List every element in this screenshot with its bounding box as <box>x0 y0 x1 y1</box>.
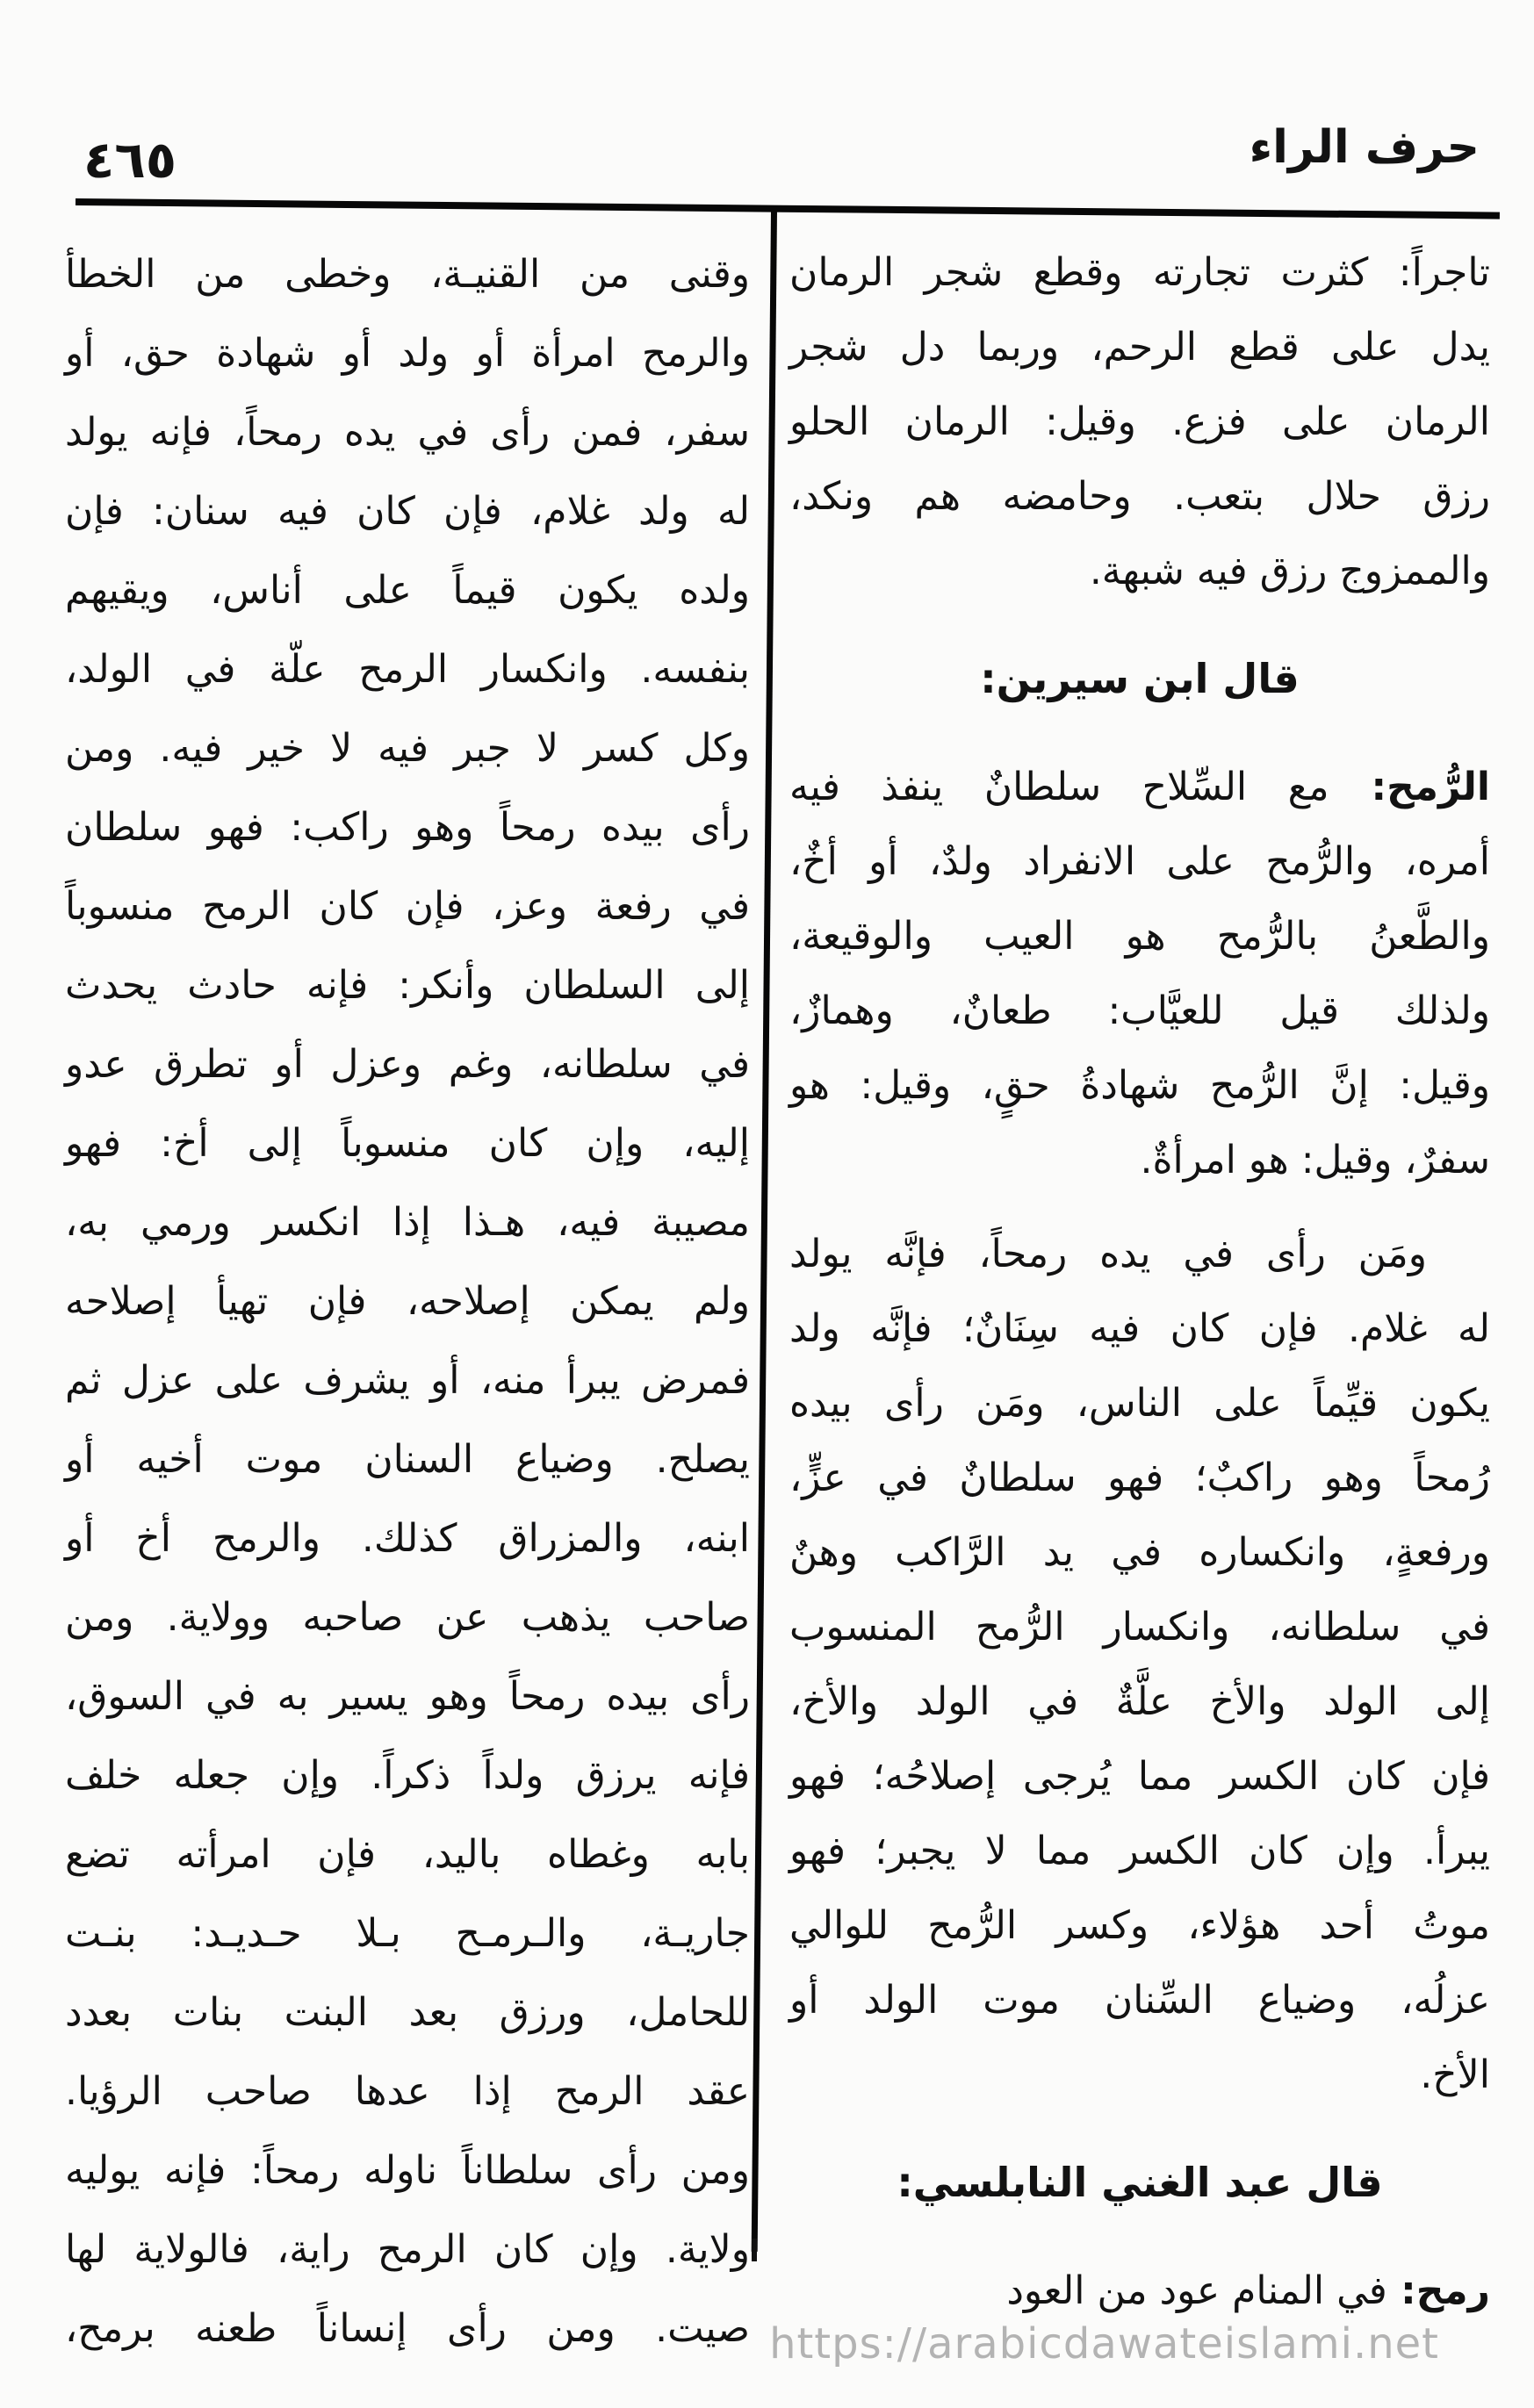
text-line: ومَن رأى في يده رمحاً، فإنَّه يولد <box>789 1232 1427 1276</box>
entry-term: الرُّمح: <box>1329 765 1490 809</box>
text-line: ولده يكون قيماً على أناس، ويقيهم <box>65 568 750 613</box>
paragraph <box>789 750 1490 1197</box>
text-line: رأى بيده رمحاً وهو راكب: فهو سلطان <box>65 805 750 850</box>
text-line: وقيل: إنَّ الرُّمح شهادةُ حقٍ، وقيل: هو <box>789 1063 1490 1108</box>
text-line: رُمحاً وهو راكبٌ؛ فهو سلطانٌ في عزٍّ، <box>789 1456 1490 1500</box>
text-line: موتُ أحد هؤلاء، وكسر الرُّمح للوالي <box>789 1903 1490 1948</box>
text-line: صيت. ومن رأى إنساناً طعنه برمح، <box>65 2306 750 2351</box>
text-line: تاجراً: كثرت تجارته وقطع شجر الرمان <box>789 250 1490 295</box>
paragraph <box>789 235 1490 608</box>
text-line: يدل على قطع الرحم، وربما دل شجر <box>789 325 1490 370</box>
column-left <box>65 235 750 2368</box>
text-line: ولذلك قيل للعيَّاب: طعانٌ، وهمازٌ، <box>789 988 1490 1033</box>
text-line: والطَّعنُ بالرُّمح هو العيب والوقيعة، <box>789 914 1490 959</box>
text-line: رمح: في المنام عود من العود <box>1006 2268 1490 2313</box>
text-line: جاريـة، والـرمـح بـلا حـديـد: بنـت <box>65 1911 750 1956</box>
text-line: له غلام. فإن كان فيه سِنَانٌ؛ فإنَّه ولد <box>789 1306 1490 1351</box>
text-line: الأخ. <box>1420 2052 1490 2097</box>
text-line: له ولد غلام، فإن كان فيه سنان: فإن <box>65 489 750 534</box>
text-line: الرُّمح: مع السِّلاح سلطانٌ ينفذ فيه <box>789 765 1490 809</box>
text-line: سفرٌ، وقيل: هو امرأةٌ. <box>1140 1138 1490 1182</box>
paragraph <box>789 2253 1490 2328</box>
text-line: سفر، فمن رأى في يده رمحاً، فإنه يولد <box>65 410 750 455</box>
entry-term: رمح: <box>1386 2268 1490 2313</box>
watermark-url: https://arabicdawateislami.net <box>769 2319 1439 2368</box>
text-line: للحامل، ورزق بعد البنت بنات بعدد <box>65 1990 750 2035</box>
text-line: فإن كان الكسر مما يُرجى إصلاحُه؛ فهو <box>789 1754 1490 1799</box>
text-line: عزلُه، وضياع السِّنان موت الولد أو <box>789 1978 1490 2023</box>
text-line: صاحب يذهب عن صاحبه وولاية. ومن <box>65 1595 750 1640</box>
section-heading <box>789 642 1490 716</box>
text-line: إليه، وإن كان منسوباً إلى أخ: فهو <box>65 1121 750 1166</box>
text-line: وكل كسر لا جبر فيه لا خير فيه. ومن <box>65 726 750 771</box>
text-line: بابه وغطاه باليد، فإن امرأته تضع <box>65 1832 750 1877</box>
paragraph <box>789 1217 1490 2112</box>
paragraph <box>65 235 750 2368</box>
text-line: رزق حلال بتعب. وحامضه هم ونكد، <box>789 474 1490 519</box>
text-line: مصيبة فيه، هـذا إذا انكسر ورمي به، <box>65 1200 750 1245</box>
text-line: قال عبد الغني النابلسي: <box>897 2159 1383 2206</box>
header-rule <box>76 198 1500 219</box>
page-number: ٤٦٥ <box>83 130 177 190</box>
text-line: يبرأ. وإن كان الكسر مما لا يجبر؛ فهو <box>789 1829 1490 1873</box>
text-line: في سلطانه، وغم وعزل أو تطرق عدو <box>65 1042 750 1087</box>
text-line: في سلطانه، وانكسار الرُّمح المنسوب <box>789 1605 1490 1650</box>
text-line: ومن رأى سلطاناً ناوله رمحاً: فإنه يوليه <box>65 2148 750 2193</box>
text-line: يصلح. وضياع السنان موت أخيه أو <box>65 1437 750 1482</box>
section-heading <box>789 2146 1490 2220</box>
text-line: الرمان على فزع. وقيل: الرمان الحلو <box>789 399 1490 444</box>
text-line: ابنه، والمزراق كذلك. والرمح أخ أو <box>65 1516 750 1561</box>
text-line: ولم يمكن إصلاحه، فإن تهيأ إصلاحه <box>65 1279 750 1324</box>
text-line: والممزوج رزق فيه شبهة. <box>1089 549 1490 593</box>
text-line: وقنى من القنيـة، وخطى من الخطأ <box>65 252 750 297</box>
column-divider <box>752 211 777 2252</box>
text-line: بنفسه. وانكسار الرمح علّة في الولد، <box>65 647 750 692</box>
text-line: رأى بيده رمحاً وهو يسير به في السوق، <box>65 1674 750 1719</box>
text-line: في رفعة وعز، فإن كان الرمح منسوباً <box>65 884 750 929</box>
section-title: حرف الراء <box>1249 121 1480 174</box>
text-line: قال ابن سيرين: <box>980 655 1300 702</box>
text-line: عقد الرمح إذا عدها صاحب الرؤيا. <box>65 2069 750 2114</box>
text-line: والرمح امرأة أو ولد أو شهادة حق، أو <box>65 331 750 376</box>
scan-artifact <box>752 2239 757 2261</box>
text-line: ولاية. وإن كان الرمح راية، فالولاية لها <box>65 2227 750 2272</box>
text-line: ورفعةٍ، وانكساره في يد الرَّاكب وهنٌ <box>789 1530 1490 1575</box>
text-line: فمرض يبرأ منه، أو يشرف على عزل ثم <box>65 1358 750 1403</box>
text-line: إلى السلطان وأنكر: فإنه حادث يحدث <box>65 963 750 1008</box>
text-line: إلى الولد والأخ علَّةٌ في الولد والأخ، <box>789 1679 1490 1724</box>
text-line: يكون قيِّماً على الناس، ومَن رأى بيده <box>789 1381 1490 1426</box>
text-line: فإنه يرزق ولداً ذكراً. وإن جعله خلف <box>65 1753 750 1798</box>
column-right <box>789 235 1490 2328</box>
text-line: أمره، والرُّمح على الانفراد ولدٌ، أو أخٌ، <box>789 839 1490 884</box>
